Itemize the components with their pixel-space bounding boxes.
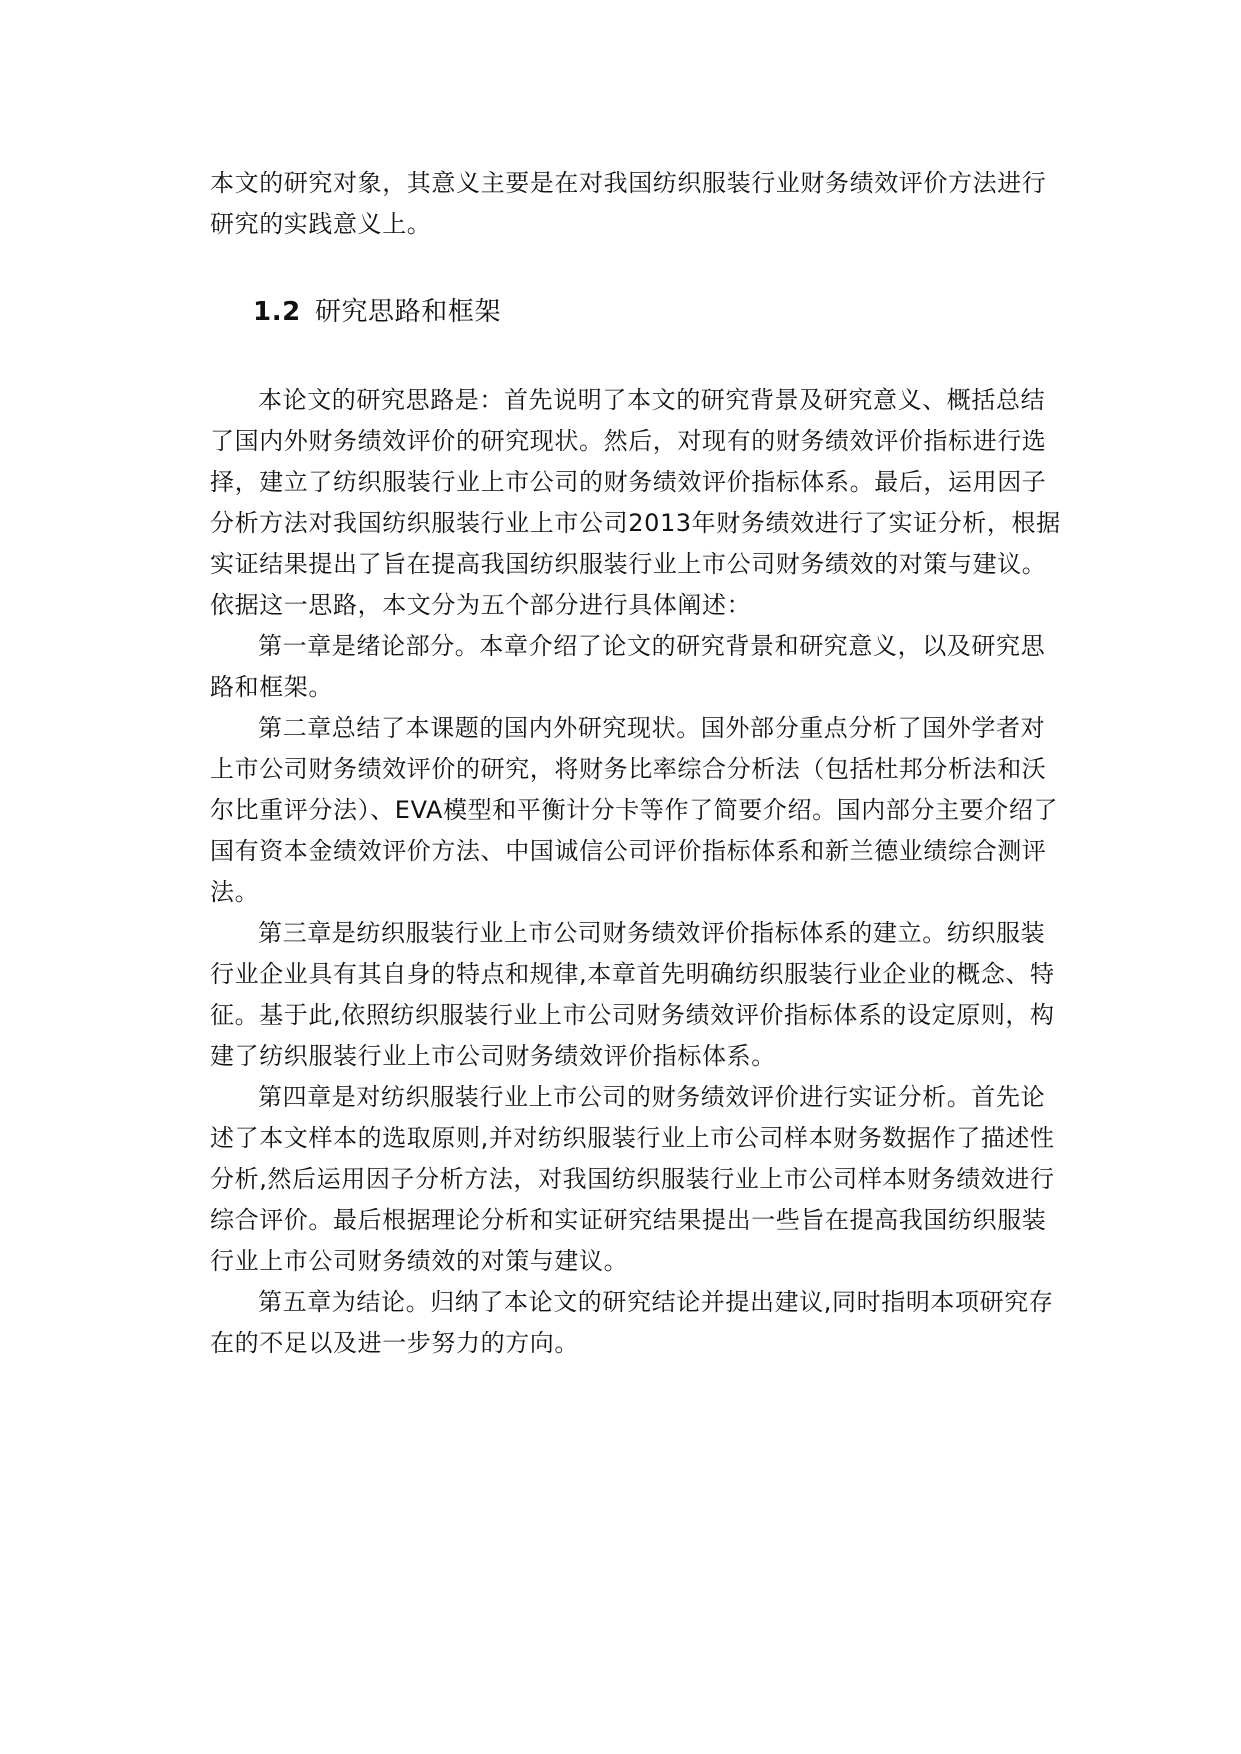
paragraph-line: 第五章为结论。归纳了本论文的研究结论并提出建议,同时指明本项研究存 (258, 1288, 1054, 1316)
paragraph-line: 综合评价。最后根据理论分析和实证研究结果提出一些旨在提高我国纺织服装 (210, 1206, 1047, 1234)
paragraph-line: 研究的实践意义上。 (210, 210, 432, 238)
paragraph-line: 法。 (210, 878, 260, 906)
paragraph-line: 国有资本金绩效评价方法、中国诚信公司评价指标体系和新兰德业绩综合测评 (210, 837, 1047, 865)
paragraph-line: 依据这一思路，本文分为五个部分进行具体阐述： (210, 591, 752, 619)
paragraph-line: 本论文的研究思路是：首先说明了本文的研究背景及研究意义、概括总结 (258, 386, 1046, 414)
paragraph-line: 第三章是纺织服装行业上市公司财务绩效评价指标体系的建立。纺织服装 (258, 919, 1046, 947)
paragraph-line: 择，建立了纺织服装行业上市公司的财务绩效评价指标体系。最后，运用因子 (210, 468, 1047, 496)
paragraph-line: 述了本文样本的选取原则,并对纺织服装行业上市公司样本财务数据作了描述性 (210, 1124, 1055, 1152)
paragraph-line: 实证结果提出了旨在提高我国纺织服装行业上市公司财务绩效的对策与建议。 (210, 550, 1047, 578)
paragraph-line: 征。基于此,依照纺织服装行业上市公司财务绩效评价指标体系的设定原则，构 (210, 1001, 1055, 1029)
paragraph-line: 行业企业具有其自身的特点和规律,本章首先明确纺织服装行业企业的概念、特 (210, 960, 1055, 988)
intro-paragraph (210, 163, 1070, 245)
section-title: 研究思路和框架 (314, 297, 502, 327)
body-text (210, 380, 1070, 1364)
paragraph-line: 在的不足以及进一步努力的方向。 (210, 1329, 579, 1357)
paragraph-line: 路和框架。 (210, 673, 333, 701)
section-heading (253, 292, 501, 332)
paragraph-line: 第一章是绪论部分。本章介绍了论文的研究背景和研究意义，以及研究思 (258, 632, 1046, 660)
paragraph-line: 建了纺织服装行业上市公司财务绩效评价指标体系。 (210, 1042, 776, 1070)
paragraph-line: 行业上市公司财务绩效的对策与建议。 (210, 1247, 629, 1275)
paragraph-line: 尔比重评分法）、EVA模型和平衡计分卡等作了简要介绍。国内部分主要介绍了 (210, 796, 1059, 824)
paragraph-line: 本文的研究对象，其意义主要是在对我国纺织服装行业财务绩效评价方法进行 (210, 169, 1047, 197)
paragraph-line: 了国内外财务绩效评价的研究现状。然后，对现有的财务绩效评价指标进行选 (210, 427, 1047, 455)
paragraph-line: 上市公司财务绩效评价的研究，将财务比率综合分析法（包括杜邦分析法和沃 (210, 755, 1047, 783)
paragraph-line: 分析方法对我国纺织服装行业上市公司2013年财务绩效进行了实证分析，根据 (210, 509, 1061, 537)
paragraph-line: 分析,然后运用因子分析方法，对我国纺织服装行业上市公司样本财务绩效进行 (210, 1165, 1055, 1193)
section-number: 1.2 (253, 297, 301, 327)
paragraph-line: 第二章总结了本课题的国内外研究现状。国外部分重点分析了国外学者对 (258, 714, 1046, 742)
paragraph-line: 第四章是对纺织服装行业上市公司的财务绩效评价进行实证分析。首先论 (258, 1083, 1046, 1111)
